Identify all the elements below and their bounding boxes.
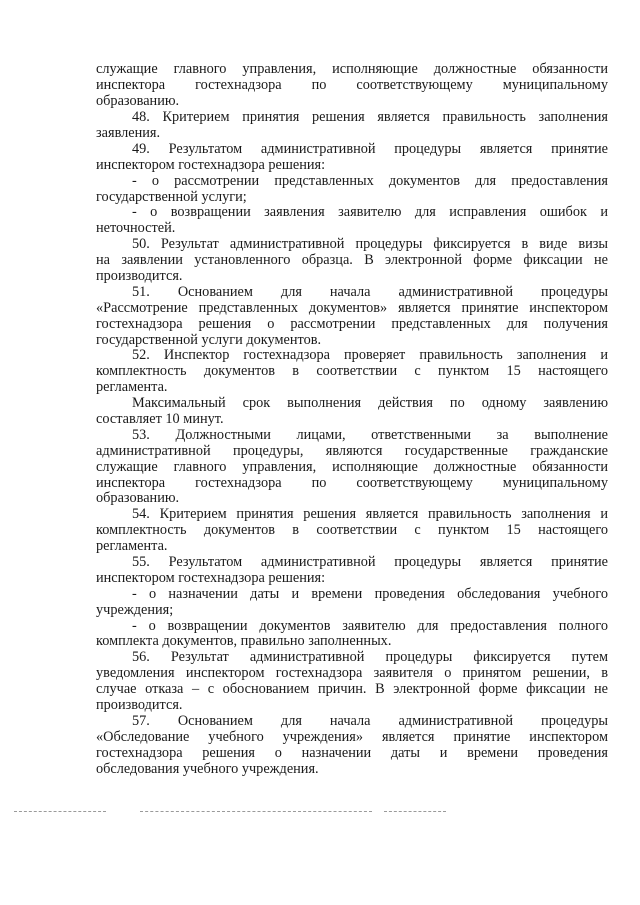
text-line: Максимальный срок выполнения действия по одному заявлению (132, 395, 608, 411)
text-line: 56. Результат административной процедуры фиксируется путем (132, 649, 608, 665)
text-line: 51. Основанием для начала административной процедуры (132, 284, 608, 300)
text-line: на заявлении установленного образца. В электронной форме фиксации не (96, 252, 608, 268)
text-line: гостехнадзора решения о назначении даты и времени проведения (96, 745, 608, 761)
text-line: комплектность документов в соответствии с пунктом 15 настоящего (96, 363, 608, 379)
text-line: административной процедуры, являются государственные гражданские (96, 443, 608, 459)
text-line: - о возвращении заявления заявителю для исправления ошибок и (132, 204, 608, 220)
text-line: инспектором гостехнадзора решения: (96, 157, 326, 173)
text-line: комплекта документов, правильно заполненных. (96, 633, 392, 649)
scan-artifact-divider (140, 811, 220, 812)
text-line: 50. Результат административной процедуры фиксируется в виде визы (132, 236, 608, 252)
text-line: служащие главного управления, исполняющие должностные обязанности (96, 459, 608, 475)
text-line: 48. Критерием принятия решения является правильность заполнения (132, 109, 608, 125)
text-line: «Рассмотрение представленных документов» является принятие инспектором (96, 300, 608, 316)
text-line: заявления. (96, 125, 161, 141)
text-line: - о назначении даты и времени проведения обследования учебного (132, 586, 608, 602)
text-line: инспектором гостехнадзора решения: (96, 570, 326, 586)
text-line: - о возвращении документов заявителю для предоставления полного (132, 618, 608, 634)
text-line: «Обследование учебного учреждения» является принятие инспектором (96, 729, 608, 745)
text-line: 57. Основанием для начала административной процедуры (132, 713, 608, 729)
text-line: неточностей. (96, 220, 176, 236)
text-line: 53. Должностными лицами, ответственными за выполнение (132, 427, 608, 443)
text-line: государственной услуги; (96, 189, 247, 205)
text-line: образованию. (96, 93, 180, 109)
scan-artifact-divider (14, 811, 106, 812)
text-line: образованию. (96, 490, 180, 506)
text-line: гостехнадзора решения о рассмотрении представленных для получения (96, 316, 608, 332)
text-line: инспектора гостехнадзора по соответствующему муниципальному (96, 77, 608, 93)
text-line: регламента. (96, 379, 168, 395)
scan-artifact-divider (222, 811, 372, 812)
text-line: служащие главного управления, исполняющие должностные обязанности (96, 61, 608, 77)
text-line: инспектора гостехнадзора по соответствующему муниципальному (96, 475, 608, 491)
text-line: 52. Инспектор гостехнадзора проверяет правильность заполнения и (132, 347, 608, 363)
text-line: составляет 10 минут. (96, 411, 224, 427)
text-line: комплектность документов в соответствии с пунктом 15 настоящего (96, 522, 608, 538)
text-line: 54. Критерием принятия решения является правильность заполнения и (132, 506, 608, 522)
text-line: случае отказа – с обоснованием причин. В электронной форме фиксации не (96, 681, 608, 697)
text-line: 49. Результатом административной процедуры является принятие (132, 141, 608, 157)
text-line: государственной услуги документов. (96, 332, 322, 348)
text-line: обследования учебного учреждения. (96, 761, 319, 777)
text-line: 55. Результатом административной процедуры является принятие (132, 554, 608, 570)
text-line: - о рассмотрении представленных документов для предоставления (132, 173, 608, 189)
text-line: учреждения; (96, 602, 174, 618)
text-line: уведомления инспектором гостехнадзора заявителя о принятом решении, в (96, 665, 608, 681)
scan-artifact-divider (384, 811, 446, 812)
text-line: производится. (96, 268, 183, 284)
text-line: производится. (96, 697, 183, 713)
text-line: регламента. (96, 538, 168, 554)
